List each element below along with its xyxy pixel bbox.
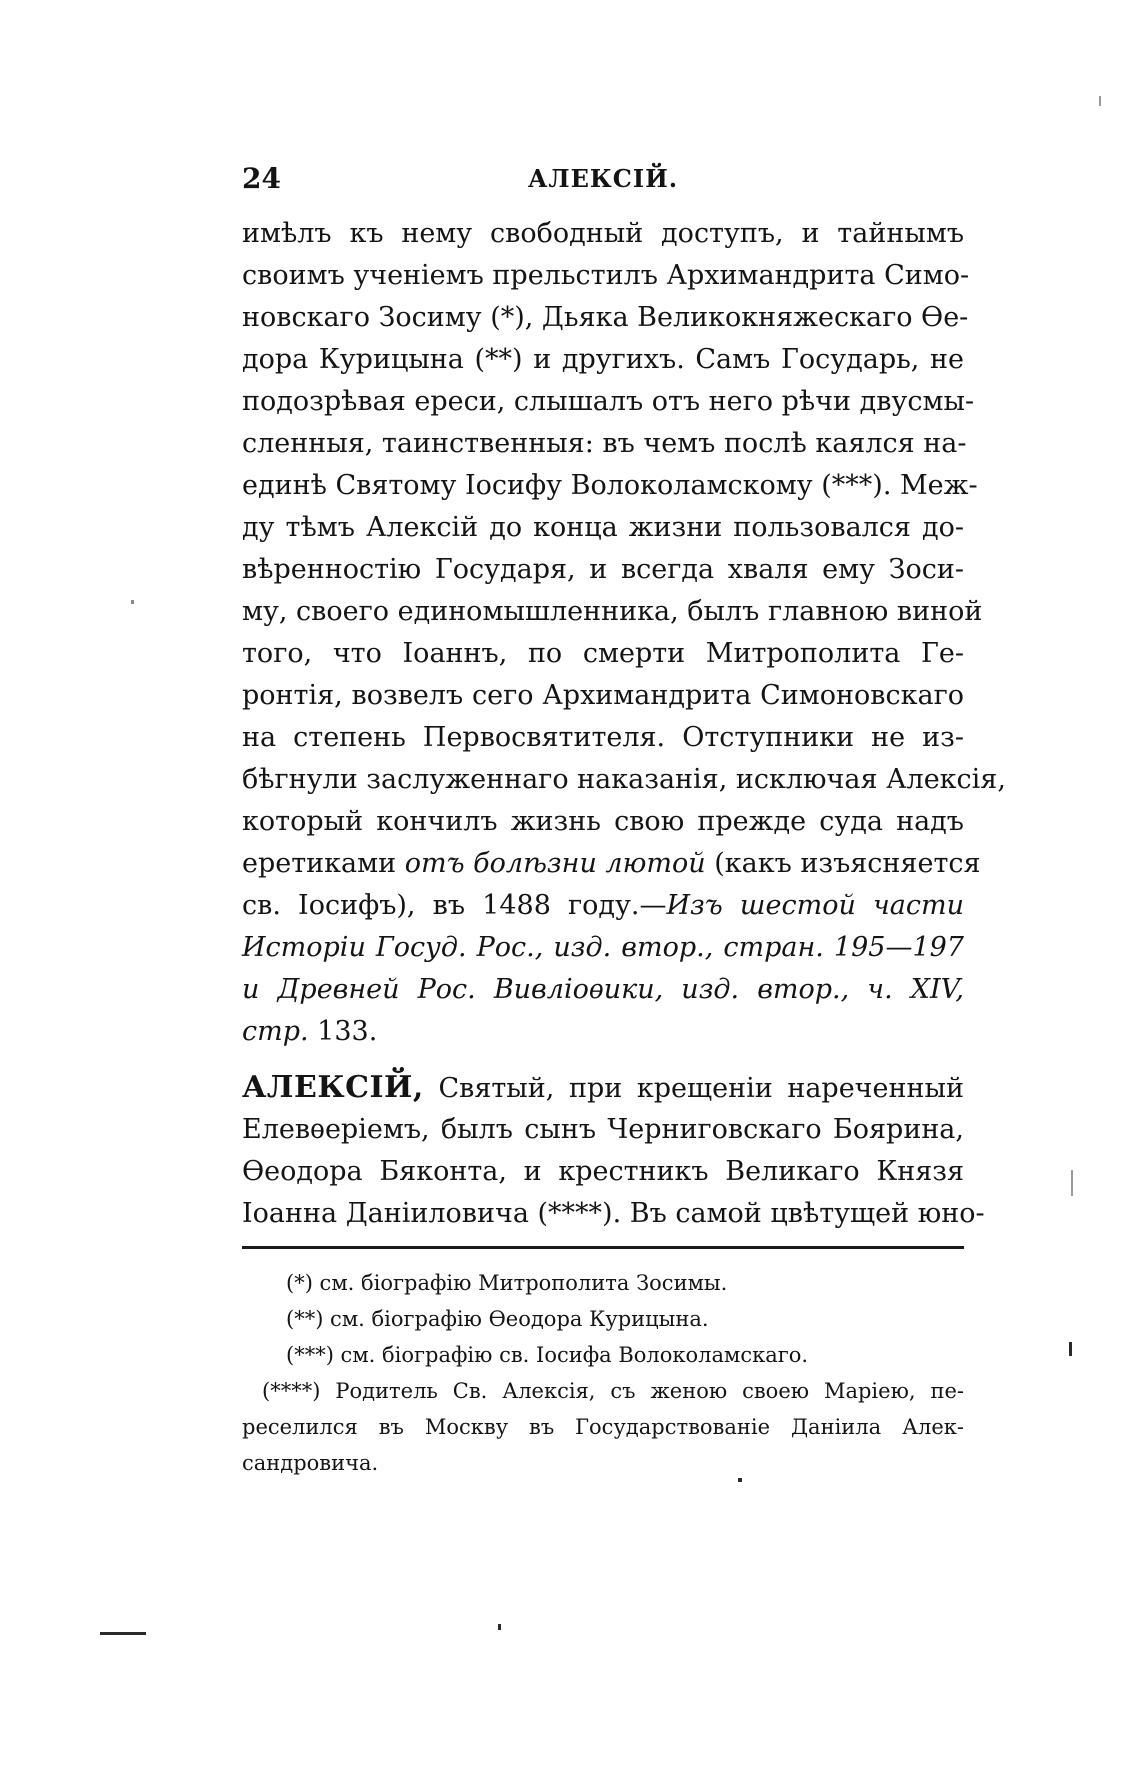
text-line: своимъ ученіемъ прельстилъ Архимандрита Симо- xyxy=(242,260,970,291)
entry-headword: АЛЕКСІЙ, xyxy=(242,1070,424,1105)
running-head: АЛЕКСІЙ. xyxy=(527,164,679,193)
scan-speck xyxy=(738,1478,742,1482)
citation-line xyxy=(242,1012,964,1052)
citation-page: 133. xyxy=(308,1016,378,1047)
scan-edge-mark xyxy=(1069,1342,1072,1356)
text-run: еретиками xyxy=(242,848,397,879)
text-run: св. Іосифъ), въ 1488 году.— xyxy=(242,890,667,921)
text-line: новскаго Зосиму (*), Дьяка Великокняжескаго Ѳе- xyxy=(242,302,969,333)
text-line: на степень Первосвятителя. Отступники не из- xyxy=(242,722,964,753)
footnote-continuation: реселился въ Москву въ Государствованіе Даніила Алек- xyxy=(242,1415,964,1439)
scan-speck xyxy=(131,600,134,604)
text-line: вѣренностію Государя, и всегда хваля ему Зоси- xyxy=(242,554,964,585)
text-line: ронтія, возвелъ сего Архимандрита Симоновскаго xyxy=(242,680,964,711)
text-line: дора Курицына (**) и другихъ. Самъ Государь, не xyxy=(242,344,964,375)
text-line: имѣлъ къ нему свободный доступъ, и тайнымъ xyxy=(242,218,964,249)
quoted-phrase: отъ болѣзни лютой xyxy=(404,848,706,879)
scan-mark xyxy=(100,1632,146,1635)
footnote-continuation: сандровича. xyxy=(242,1451,379,1475)
text-line xyxy=(242,886,964,926)
footnote-divider xyxy=(242,1246,964,1249)
footnote: (*) см. біографію Митрополита Зосимы. xyxy=(286,1271,728,1295)
text-line: подозрѣвая ереси, слышалъ отъ него рѣчи двусмы- xyxy=(242,386,975,417)
scan-edge-mark xyxy=(1071,1170,1073,1196)
text-line: единѣ Святому Іосифу Волоколамскому (***). Меж- xyxy=(242,470,978,501)
text-line: Ѳеодора Бяконта, и крестникъ Великаго Князя xyxy=(242,1156,964,1187)
footnote: (***) см. біографію св. Іосифа Волоколамскаго. xyxy=(286,1343,809,1367)
text-run: (какъ изъясняется xyxy=(714,848,981,879)
scan-speck xyxy=(498,1624,501,1630)
text-line: бѣгнули заслуженнаго наказанія, исключая Алексія, xyxy=(242,764,1006,795)
citation-text: Изъ шестой части xyxy=(666,890,964,921)
footnote: (**) см. біографію Ѳеодора Курицына. xyxy=(286,1307,709,1331)
text-line xyxy=(242,844,981,884)
text-line: Іоанна Даніиловича (****). Въ самой цвѣтущей юно- xyxy=(242,1198,985,1229)
text-line: Елевѳеріемъ, былъ сынъ Черниговскаго Боярина, xyxy=(242,1114,964,1145)
citation-line: Исторіи Госуд. Рос., изд. втор., стран. 195—197 xyxy=(242,932,964,963)
text-line: му, своего единомышленника, былъ главною виной xyxy=(242,596,983,627)
footnote: (****) Родитель Св. Алексія, съ женою своею Маріею, пе- xyxy=(262,1379,964,1403)
text-run: Святый, при крещеніи нареченный xyxy=(438,1073,964,1104)
citation-text: стр. xyxy=(242,1016,309,1047)
citation-line: и Древней Рос. Вивліоѳики, изд. втор., ч. XIV, xyxy=(242,974,964,1005)
page-number: 24 xyxy=(242,162,281,195)
text-line: того, что Іоаннъ, по смерти Митрополита Ге- xyxy=(242,638,964,669)
scan-edge-mark xyxy=(1099,96,1101,106)
page-header xyxy=(242,162,964,202)
text-line xyxy=(242,1068,964,1108)
text-line: который кончилъ жизнь свою прежде суда надъ xyxy=(242,806,964,837)
text-line: ду тѣмъ Алексій до конца жизни пользовался до- xyxy=(242,512,964,543)
text-line: сленныя, таинственныя: въ чемъ послѣ каялся на- xyxy=(242,428,967,459)
